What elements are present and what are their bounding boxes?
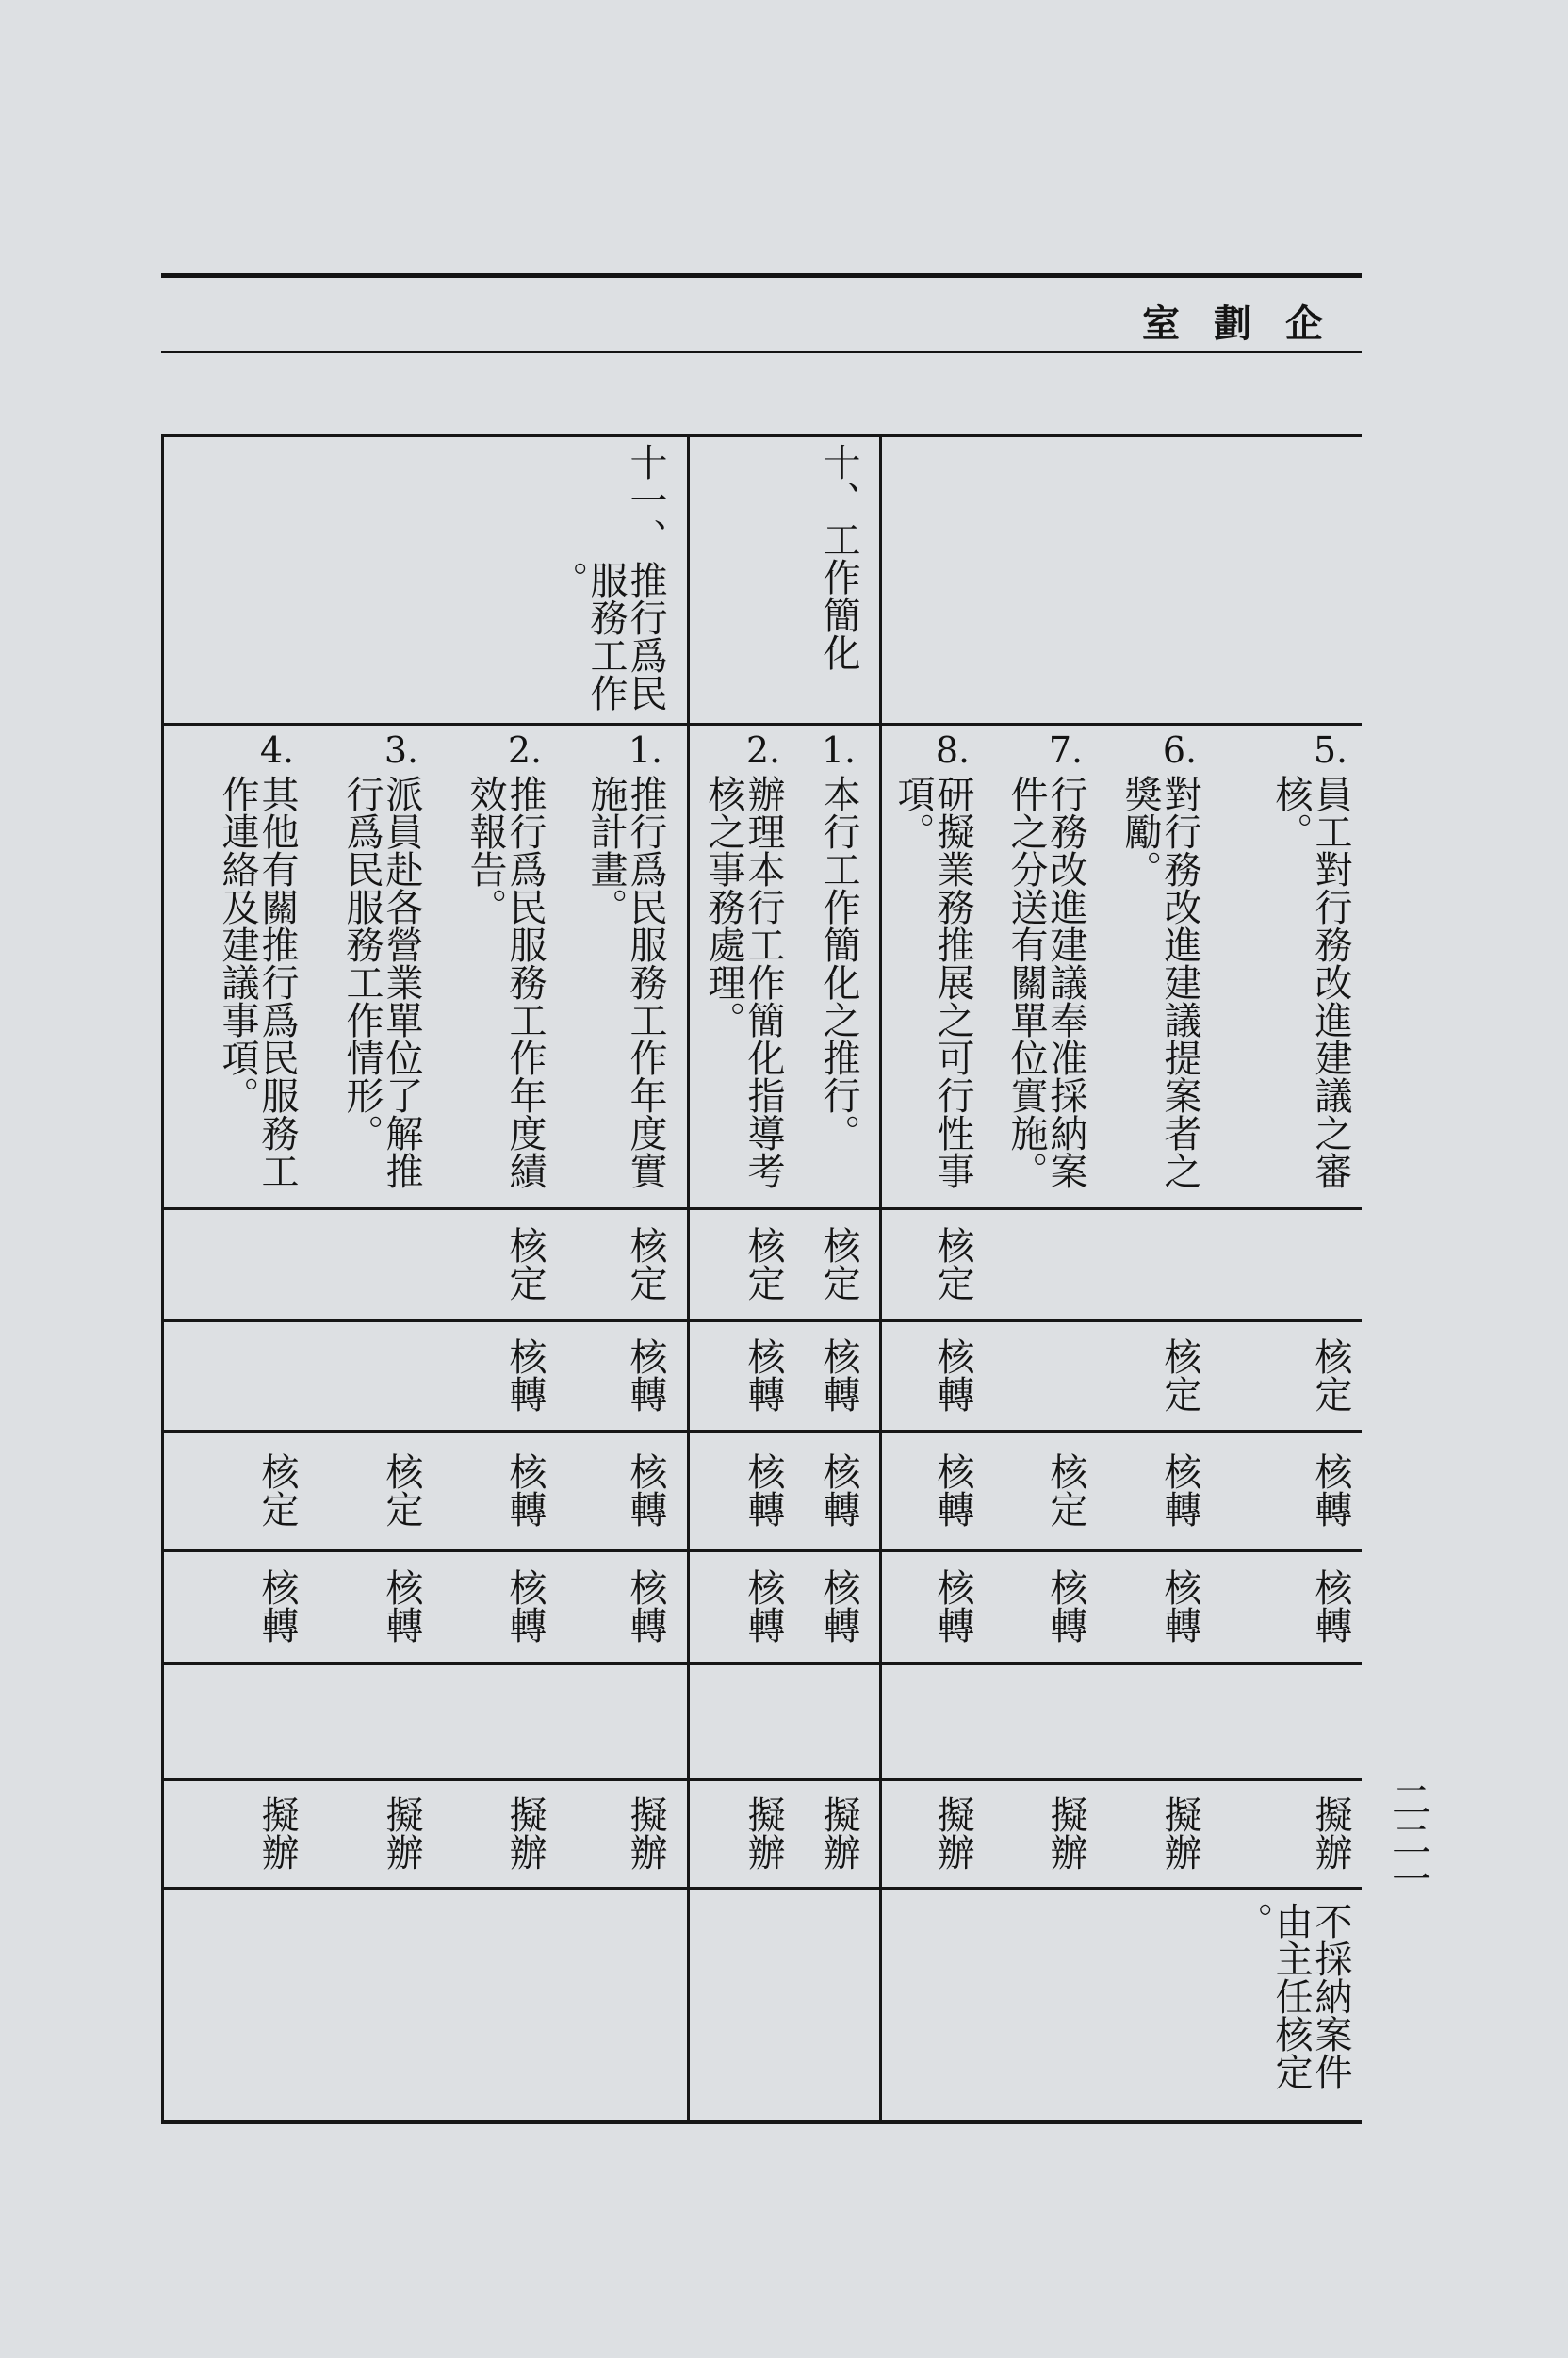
status-cell: 核轉 bbox=[624, 1337, 667, 1413]
status-cell: 核轉 bbox=[624, 1568, 667, 1644]
item-number: 7. bbox=[1048, 729, 1084, 771]
table-row-line bbox=[161, 434, 1362, 437]
status-cell: 核轉 bbox=[931, 1568, 974, 1644]
status-cell: 核轉 bbox=[817, 1568, 860, 1644]
status-cell: 核定 bbox=[742, 1226, 785, 1302]
table-row-line bbox=[161, 1662, 1362, 1665]
item-description: 員工對行務改進建議之審核。 bbox=[1269, 775, 1352, 1189]
status-cell: 核轉 bbox=[624, 1452, 667, 1528]
table-row-line bbox=[161, 1887, 1362, 1890]
item-description: 行務改進建議奉准採納案件之分送有關單位實施。 bbox=[1004, 775, 1087, 1189]
table-row-line bbox=[161, 2120, 1362, 2124]
status-cell: 核轉 bbox=[503, 1568, 547, 1644]
item-description: 本行工作簡化之推行。 bbox=[817, 775, 860, 1152]
status-cell: 擬辦 bbox=[1309, 1795, 1352, 1871]
status-cell: 核轉 bbox=[1158, 1452, 1201, 1528]
status-cell: 核轉 bbox=[931, 1337, 974, 1413]
status-cell: 核轉 bbox=[742, 1452, 785, 1528]
status-cell: 核定 bbox=[1044, 1452, 1087, 1528]
header-bottom-rule bbox=[161, 351, 1362, 353]
status-cell: 核定 bbox=[817, 1226, 860, 1302]
item-number: 2. bbox=[507, 729, 543, 771]
status-cell: 擬辦 bbox=[255, 1795, 299, 1871]
item-description: 辦理本行工作簡化指導考核之事務處理。 bbox=[702, 775, 785, 1189]
section-heading-11-prefix: 十一、 bbox=[624, 443, 667, 556]
item-number: 6. bbox=[1162, 729, 1198, 771]
status-cell: 核轉 bbox=[1309, 1568, 1352, 1644]
item-number: 2. bbox=[745, 729, 781, 771]
item-description: 推行爲民服務工作年度實施計畫。 bbox=[584, 775, 667, 1189]
status-cell: 擬辦 bbox=[931, 1795, 974, 1871]
status-cell: 擬辦 bbox=[1044, 1795, 1087, 1871]
table-row-line bbox=[161, 723, 1362, 726]
status-cell: 擬辦 bbox=[624, 1795, 667, 1871]
status-cell: 擬辦 bbox=[742, 1795, 785, 1871]
section-heading-10-prefix: 十、 bbox=[817, 443, 860, 518]
item-description: 對行務改進建議提案者之獎勵。 bbox=[1119, 775, 1201, 1189]
status-cell: 核定 bbox=[255, 1452, 299, 1528]
table-column-line bbox=[879, 434, 882, 2122]
status-cell: 核轉 bbox=[255, 1568, 299, 1644]
status-cell: 核轉 bbox=[817, 1337, 860, 1413]
section-heading-11-title: 推行爲民服務工作。 bbox=[545, 561, 667, 712]
table-row-line bbox=[161, 1778, 1362, 1781]
item-description: 推行爲民服務工作年度績效報告。 bbox=[464, 775, 547, 1189]
status-cell: 核定 bbox=[1309, 1337, 1352, 1413]
table-row-line bbox=[161, 1207, 1362, 1210]
table-column-line bbox=[161, 434, 164, 2122]
status-cell: 核轉 bbox=[742, 1337, 785, 1413]
table-row-line bbox=[161, 1319, 1362, 1322]
item-description: 研擬業務推展之可行性事項。 bbox=[891, 775, 974, 1189]
status-cell: 擬辦 bbox=[817, 1795, 860, 1871]
table-row-line bbox=[161, 1549, 1362, 1552]
status-cell: 核定 bbox=[503, 1226, 547, 1302]
status-cell: 核轉 bbox=[742, 1568, 785, 1644]
table-row-line bbox=[161, 1430, 1362, 1433]
status-cell: 核定 bbox=[624, 1226, 667, 1302]
status-cell: 核轉 bbox=[503, 1452, 547, 1528]
item-description: 派員赴各營業單位了解推行爲民服務工作情形。 bbox=[340, 775, 423, 1189]
status-cell: 核定 bbox=[1158, 1337, 1201, 1413]
status-cell: 擬辦 bbox=[380, 1795, 423, 1871]
page-header-title: 企劃室 bbox=[1142, 302, 1357, 346]
item-remark: 不採納案件由主任核定。 bbox=[1230, 1902, 1352, 2090]
status-cell: 核定 bbox=[931, 1226, 974, 1302]
status-cell: 核定 bbox=[380, 1452, 423, 1528]
item-number: 5. bbox=[1313, 729, 1348, 771]
status-cell: 核轉 bbox=[1044, 1568, 1087, 1644]
status-cell: 核轉 bbox=[1158, 1568, 1201, 1644]
table-column-line bbox=[687, 434, 690, 2122]
item-description: 其他有關推行爲民服務工作連絡及建議事項。 bbox=[216, 775, 299, 1189]
status-cell: 核轉 bbox=[380, 1568, 423, 1644]
header-top-rule bbox=[161, 273, 1362, 278]
item-number: 1. bbox=[628, 729, 663, 771]
item-number: 3. bbox=[384, 729, 419, 771]
item-number: 1. bbox=[821, 729, 857, 771]
status-cell: 核轉 bbox=[503, 1337, 547, 1413]
section-heading-10-title: 工作簡化 bbox=[817, 520, 860, 671]
status-cell: 核轉 bbox=[817, 1452, 860, 1528]
page-number: 二二一 bbox=[1386, 1779, 1432, 1898]
item-number: 4. bbox=[259, 729, 295, 771]
status-cell: 核轉 bbox=[1309, 1452, 1352, 1528]
item-number: 8. bbox=[935, 729, 971, 771]
status-cell: 核轉 bbox=[931, 1452, 974, 1528]
status-cell: 擬辦 bbox=[503, 1795, 547, 1871]
status-cell: 擬辦 bbox=[1158, 1795, 1201, 1871]
